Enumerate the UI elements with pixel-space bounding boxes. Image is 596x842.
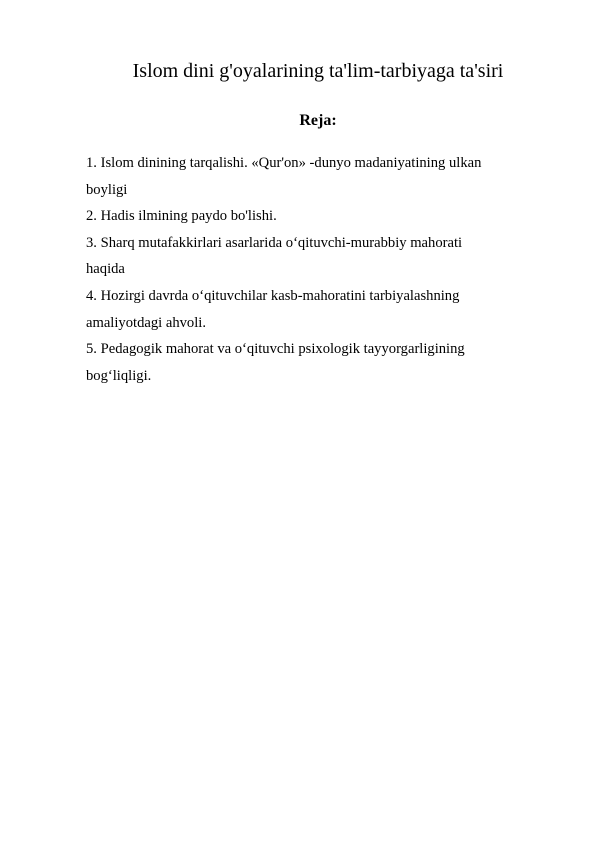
plan-list (86, 150, 526, 389)
plan-line: haqida (86, 261, 125, 278)
plan-line: 2. Hadis ilmining paydo bo'lishi. (86, 208, 277, 225)
plan-heading: Reja: (299, 112, 337, 129)
plan-line: 3. Sharq mutafakkirlari asarlarida o‘qituvchi-murabbiy mahorati (86, 234, 463, 251)
plan-line: bog‘liqligi. (86, 367, 152, 384)
plan-line: boyligi (86, 181, 128, 198)
plan-line: 1. Islom dinining tarqalishi. «Qur'on» -dunyo madaniyatining ulkan (86, 155, 482, 171)
document-title: Islom dini g'oyalarining ta'lim-tarbiyaga ta'siri (132, 60, 504, 82)
plan-line: 4. Hozirgi davrda o‘qituvchilar kasb-mahoratini tarbiyalashning (86, 287, 460, 304)
plan-line: amaliyotdagi ahvoli. (86, 314, 206, 331)
plan-line: 5. Pedagogik mahorat va o‘qituvchi psixologik tayyorgarligining (86, 341, 465, 358)
